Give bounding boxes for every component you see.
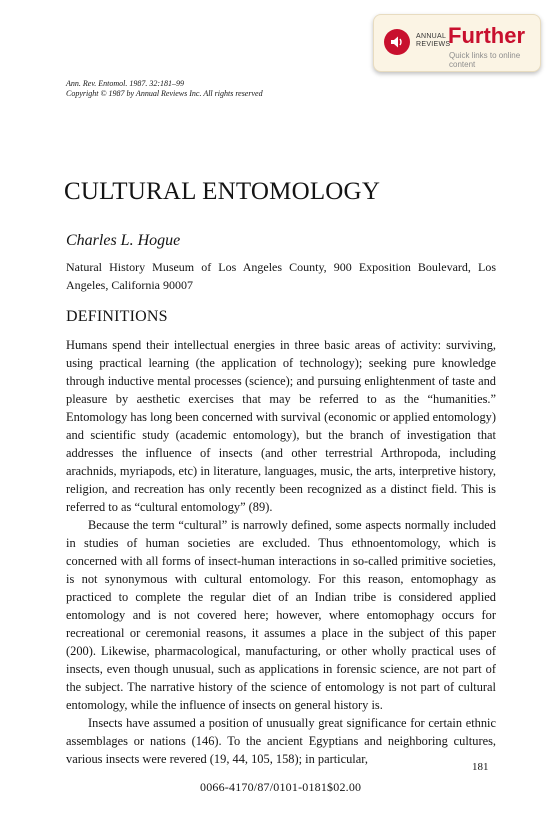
section-heading: DEFINITIONS	[66, 308, 168, 325]
banner-tagline: Quick links to online content	[449, 51, 521, 69]
further-banner[interactable]	[373, 14, 541, 72]
article-body	[66, 336, 496, 768]
copyright-notice: Copyright © 1987 by Annual Reviews Inc. All rights reserved	[66, 89, 263, 98]
journal-citation: Ann. Rev. Entomol. 1987. 32:181–99	[66, 79, 185, 88]
annual-reviews-brand-line2: REVIEWS	[416, 41, 451, 48]
article-title: CULTURAL ENTOMOLOGY	[64, 178, 381, 205]
paragraph: Insects have assumed a position of unusually great significance for certain ethnic assemblages or nations (146). To the ancient Egyptians and neighboring cultures, various insects were revered (19, 44, 105, 158); in particular,	[66, 716, 496, 766]
speaker-icon	[384, 29, 410, 55]
paragraph: Because the term “cultural” is narrowly defined, some aspects normally included in studies of human societies are excluded. Thus ethnoentomology, which is concerned with all forms of insect-human interactions in so-called primitive societies, is not synonymous with cultural entomology. For this reason, entomophagy as practiced to complete the regular diet of an Indian tribe is considered applied entomology and is not covered here; however, where entomophagy occurs for recreational or ceremonial reasons, it assumes a place in the subject of this paper (200). Likewise, pharmacological, manufacturing, or other wholly practical uses of insects, even though unusual, such as applications in forensic science, are not part of the subject. The narrative history of the science of entomology is not part of cultural entomology, while the influence of insects on general history is.	[66, 518, 496, 712]
paragraph: Humans spend their intellectual energies in three basic areas of activity: surviving, using practical learning (the application of technology); seeking pure knowledge through inductive mental processes (science); and pursuing enlightenment of taste and pleasure by aesthetic exercises that may be referred to as the “humanities.” Entomology has long been concerned with survival (economic or applied entomology) and scientific study (academic entomology), but the branch of investigation that addresses the influence of insects (and other terrestrial Arthropoda, including arachnids, myriapods, etc) in literature, languages, music, the arts, interpretive history, religion, and recreation has only recently been recognized as a distinct field. This is referred to as “cultural entomology” (89).	[66, 338, 496, 514]
page-number: 181	[472, 761, 489, 773]
author-affiliation: Natural History Museum of Los Angeles County, 900 Exposition Boulevard, Los Angeles, California 90007	[66, 260, 496, 292]
annual-reviews-brand-line1: ANNUAL	[416, 33, 447, 40]
further-logo-text: Further	[448, 23, 525, 48]
author-name: Charles L. Hogue	[66, 232, 181, 249]
article-code: 0066-4170/87/0101-0181$02.00	[200, 780, 362, 794]
